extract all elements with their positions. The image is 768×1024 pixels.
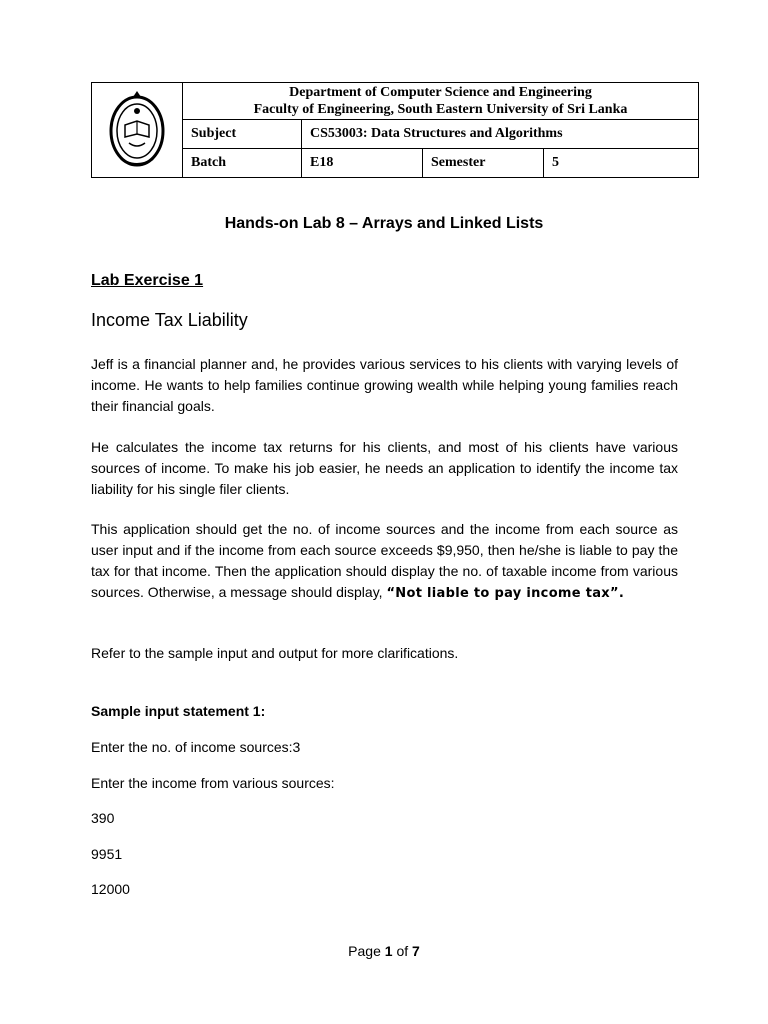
subject-label: Subject bbox=[183, 120, 302, 149]
paragraph-requirement: He calculates the income tax returns for his clients, and most of his clients have various sources of income. To make his job easier, he needs an application to identify the income tax liability for his single filer clients. bbox=[91, 439, 678, 497]
of-word: of bbox=[396, 943, 409, 959]
organization-cell bbox=[183, 83, 699, 120]
paragraph-specification bbox=[91, 519, 678, 604]
page-footer bbox=[0, 943, 768, 959]
sample-heading: Sample input statement 1: bbox=[91, 703, 266, 719]
sample-value: 12000 bbox=[91, 881, 130, 897]
university-logo bbox=[92, 89, 182, 171]
batch-label: Batch bbox=[183, 149, 302, 178]
sample-value: 390 bbox=[91, 810, 115, 826]
page-word: Page bbox=[348, 943, 381, 959]
page-total: 7 bbox=[412, 943, 420, 959]
specification-text: This application should get the no. of income sources and the income from each source as user input and if the income from each source exceeds $9,950, then he/she is liable to pay the tax for that income. Then the application should display the no. of taxable income from various sources. Otherwise, a message should display, bbox=[91, 521, 678, 600]
lab-title: Hands-on Lab 8 – Arrays and Linked Lists bbox=[224, 215, 544, 232]
batch-value: E18 bbox=[302, 149, 423, 178]
topic-heading: Income Tax Liability bbox=[91, 310, 248, 330]
department-name: Department of Computer Science and Engineering bbox=[289, 85, 592, 100]
semester-label: Semester bbox=[423, 149, 544, 178]
sample-line-sources: Enter the no. of income sources:3 bbox=[91, 739, 301, 755]
exercise-heading: Lab Exercise 1 bbox=[91, 272, 204, 289]
paragraph-intro: Jeff is a financial planner and, he provides various services to his clients with varying levels of income. He wants to help families continue growing wealth while helping young families reach their financial goals. bbox=[91, 356, 678, 414]
sample-value: 9951 bbox=[91, 846, 123, 862]
sample-line-income: Enter the income from various sources: bbox=[91, 775, 335, 791]
paragraph-refer: Refer to the sample input and output for more clarifications. bbox=[91, 645, 459, 661]
faculty-name: Faculty of Engineering, South Eastern University of Sri Lanka bbox=[253, 102, 628, 117]
university-logo-cell bbox=[92, 83, 183, 178]
not-liable-message: “Not liable to pay income tax”. bbox=[386, 586, 625, 601]
semester-value: 5 bbox=[544, 149, 699, 178]
header-table bbox=[91, 82, 699, 178]
page-current: 1 bbox=[384, 943, 393, 959]
subject-value: CS53003: Data Structures and Algorithms bbox=[302, 120, 699, 149]
